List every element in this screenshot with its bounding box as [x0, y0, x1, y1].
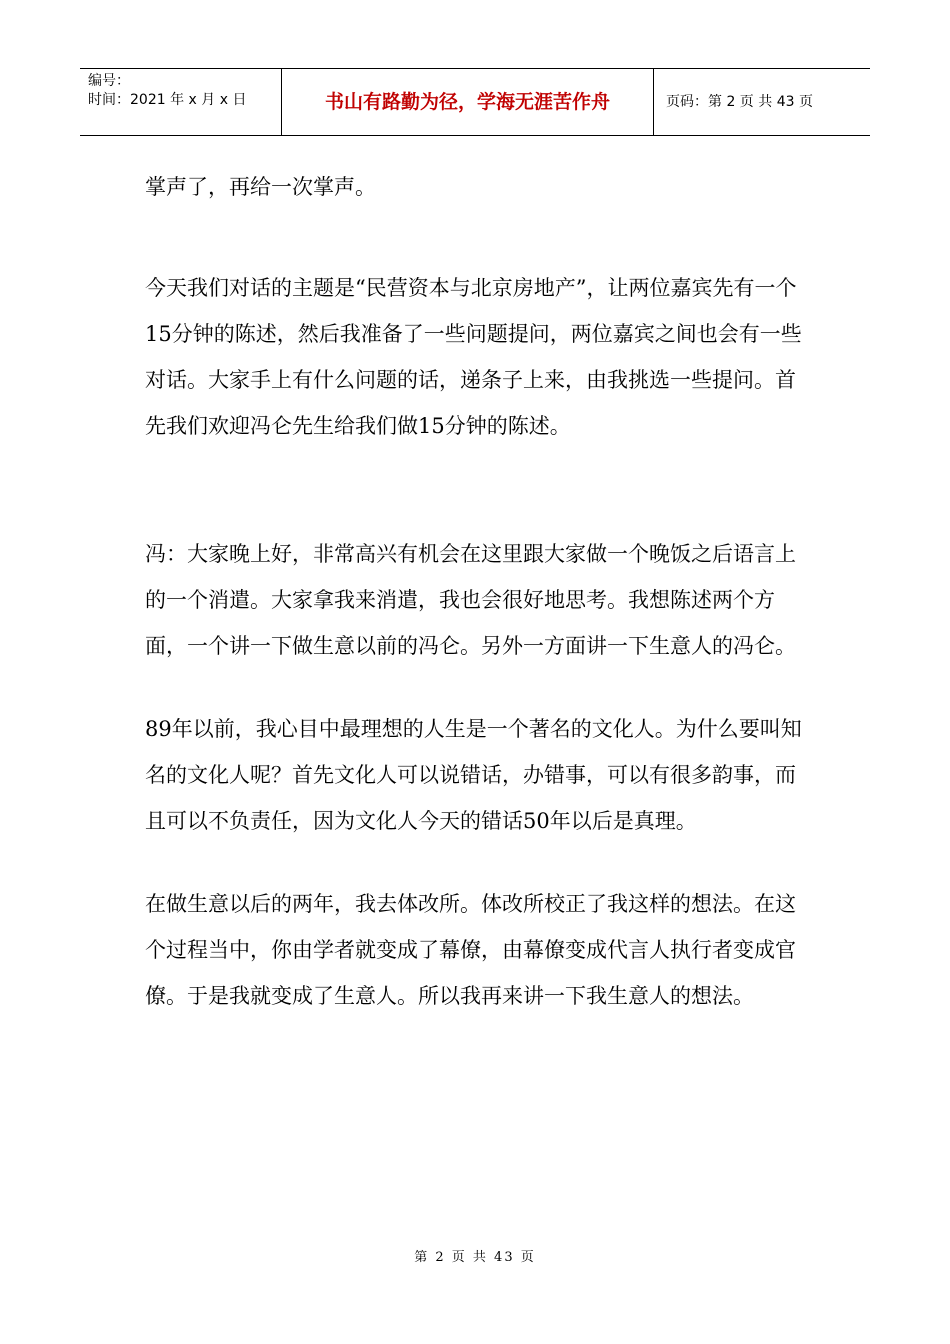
header-meta — [80, 69, 282, 135]
paragraph: 89年以前，我心目中最理想的人生是一个著名的文化人。为什么要叫知名的文化人呢？首先文化人可以说错话，办错事，可以有很多韵事，而且可以不负责任，因为文化人今天的错话50年以后是真理。 — [145, 717, 802, 833]
header-page-info: 页码：第 2 页 共 43 页 — [666, 94, 813, 110]
paragraph: 今天我们对话的主题是“民营资本与北京房地产”，让两位嘉宾先有一个15分钟的陈述，然后我准备了一些问题提问，两位嘉宾之间也会有一些对话。大家手上有什么问题的话，递条子上来，由我挑选一些提问。首先我们欢迎冯仑先生给我们做15分钟的陈述。 — [145, 276, 802, 438]
page-footer: 第 2 页 共 43 页 — [414, 1250, 536, 1265]
document-date: 时间：2021 年 x 月 x 日 — [88, 92, 247, 108]
paragraph: 掌声了，再给一次掌声。 — [145, 175, 376, 199]
header-motto: 书山有路勤为径，学海无涯苦作舟 — [282, 69, 654, 135]
paragraph: 在做生意以后的两年，我去体改所。体改所校正了我这样的想法。在这个过程当中，你由学者就变成了幕僚，由幕僚变成代言人执行者变成官僚。于是我就变成了生意人。所以我再来讲一下我生意人的想法。 — [145, 892, 796, 1008]
page-header — [80, 68, 870, 136]
document-number-label: 编号： — [88, 73, 130, 89]
paragraph: 冯：大家晚上好，非常高兴有机会在这里跟大家做一个晚饭之后语言上的一个消遣。大家拿我来消遣，我也会很好地思考。我想陈述两个方面，一个讲一下做生意以前的冯仑。另外一方面讲一下生意人的冯仑。 — [145, 542, 796, 658]
document-body — [145, 164, 815, 1019]
